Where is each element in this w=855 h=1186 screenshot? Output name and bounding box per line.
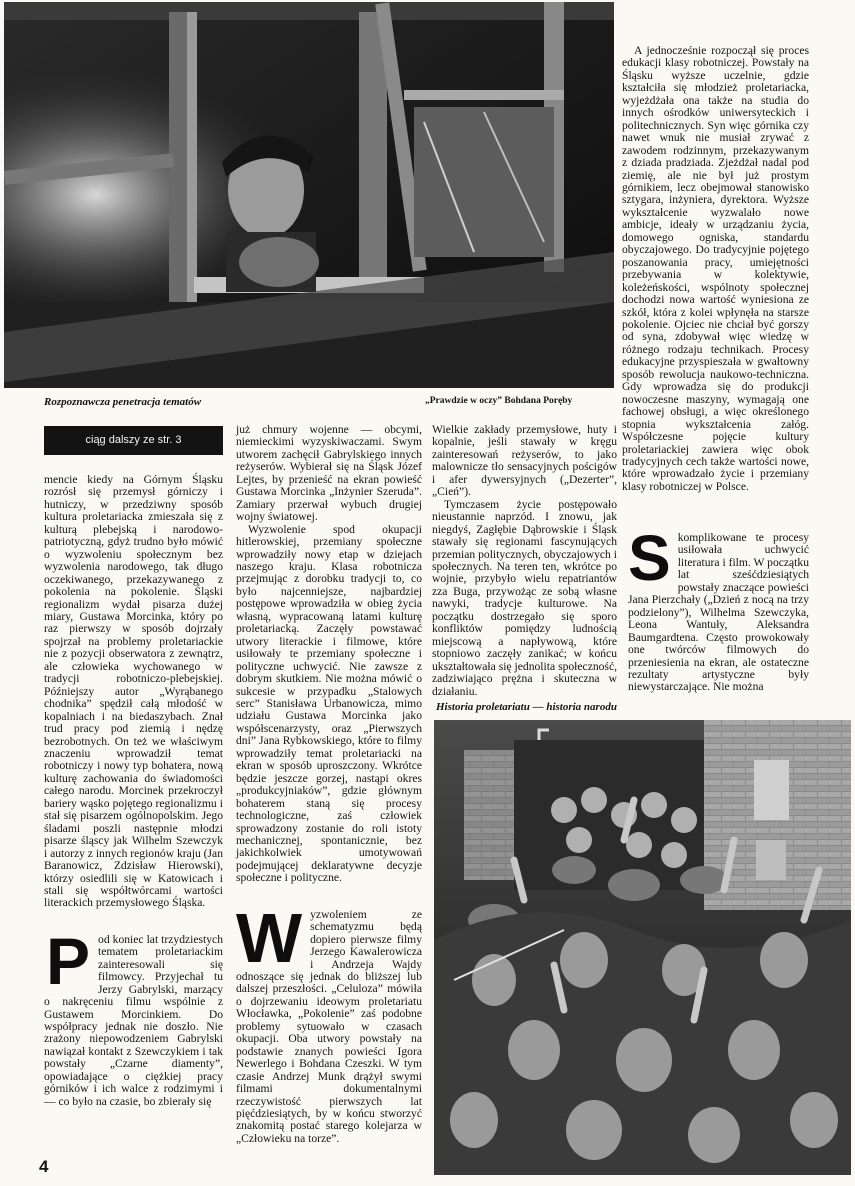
column-2 [236,424,422,1145]
photo-film-still-window [4,2,614,388]
photo-miners-crowd [434,720,851,1175]
paragraph-chmury: już chmury wojenne — obcymi, niemieckimi wyzyskiwaczami. Swym utworem zachęcił Gabrylskiego innych reżyserów. Wybierał się na Śląsk Józef Lejtes, by przenieść na ekran powieść Gustawa Morcinka „Inżynier Szeruda”. Zamiary przerwał wybuch drugiej wojny światowej. [236,423,422,524]
dropcap-w: W [236,898,303,977]
paragraph-tymczasem: Tymczasem życie postępowało nieustannie naprzód. I znowu, jak niegdyś, Zagłębie Dąbrowskie i Śląsk stawały się regionami fascynujących przemian politycznych, obyczajowych i społecznych. Na teren ten, wkrótce po wojnie, przybyło wielu repatriantów zza Buga, przywożąc ze sobą własne nawyki, tradycje kulturowe. Na początku dostrzegało się sporo konfliktów pomiędzy ludnością miejscową a napływową, które stopniowo zaczęły zanikać; w końcu ukształtowała się jednolita społeczność, zadziwiająco prężna i skuteczna w działaniu. [432,497,617,698]
caption-photo-right: „Prawdzie w oczy” Bohdana Poręby [425,396,573,406]
column-3 [432,424,617,698]
page-number: 4 [39,1157,49,1176]
paragraph-schematyzm-text: yzwoleniem ze schematyzmu będą dopiero pierwsze filmy Jerzego Kawalerowicza i Andrzeja Wajdy odnoszące się jednak do bliższej lub dalszej przeszłości. „Celuloza” mówiła o dojrzewaniu ideowym proletariatu Włocławka, „Pokolenie” zaś podobne problemy sytuowało w czasach okupacji. Oba utwory powstały na podstawie znanych powieści Igora Newerlego i Bohdana Czeszki. W tym czasie Andrzej Munk drążył swymi filmami dokumentalnymi rzeczywistość pierwszych lat pięćdziesiątych, by w końcu stworzyć znakomitą postać starego kolejarza w „Człowieku na torze”. [236,907,422,1145]
column-right-top [622,45,809,493]
dropcap-p: P [46,923,91,998]
column-4 [628,522,809,694]
paragraph-filmowcy-text: od koniec lat trzydziestych tematem proletariackim zainteresowali się filmowcy. Przyjechał tu Jerzy Gabrylski, marzący o nakręceniu filmu wspólnie z Gustawem Morcinkiem. Do współpracy jednak nie doszło. Nie zrażony niepowodzeniem Gabrylski nawiązał kontakt z Szewczykiem i tak powstały „Czarne diamenty”, opowiadające o ciężkiej pracy górników i ich walce z rodzimymi i — co było na czasie, bo zbierały się [44,932,223,1108]
photo-window-illustration [4,2,614,388]
paragraph-edukacja: A jednocześnie rozpoczął się proces edukacji klasy robotniczej. Powstały na Śląsku wyższe uczelnie, gdzie kształciła się młodzież proletariacka, wyjeżdżała ona także na studia do innych ośrodków uniwersyteckich i politechnicznych. Syn więc górnika czy nawet wnuk nie musiał zrywać z zawodem rodzinnym, przekazywanym z dziada pradziada. Zjeżdżał nadal pod ziemię, ale nie był już prostym górnikiem, lecz obejmował stanowisko sztygara, inżyniera, dyrektora. Wyższe wykształcenie wyzwalało nowe ambicje, ideały w urządzaniu życia, domowego ogniska, standardu obyczajowego. Do tradycyjnie pojętego poszanowania pracy, umiejętności przebywania w kolektywie, koleżeńskości, wspólnoty społecznej dochodzi nowa wartość wyniesiona ze szkół, która z kolei wpłynęła na starsze pokolenie. Ojciec nie chciał być gorszy od syna, zdobywał więc wiedzę w różnego rodzaju technikach. Procesy edukacyjne przyspieszała w gwałtowny sposób rewolucja naukowo-techniczna. Gdy wprowadza się do produkcji nowoczesne maszyny, wymagają one fachowej obsługi, a więc określonego stopnia wykształcenia załóg. Współczesne pojęcie kultury proletariackiej zawiera więc obok tradycyjnych cech także wartości nowe, które wprowadzało życie i przemiany klasy robotniczej w Polsce. [622,44,809,493]
caption-photo-left: Rozpoznawcza penetracja tematów [44,396,202,408]
paragraph-wyzwolenie: Wyzwolenie spod okupacji hitlerowskiej, przemiany społeczne wprowadziły nowy etap w dziejach naszego kraju. Klasa robotnicza przejmując z dorobku tradycji to, co było najcenniejsze, najbardziej postępowe wprowadziła w obieg życia własną, wypracowaną latami kulturę proletariacką. Zaczęły powstawać utwory literackie i filmowe, które usiłowały te przemiany społeczne i polityczne uchwycić. Nie zawsze z dobrym skutkiem. Nie można mówić o sukcesie w przypadku „Stalowych serc” Stanisława Urbanowicza, mimo udziału Gustawa Morcinka jako współscenarzysty, oraz „Pierwszych dni” Jana Rybkowskiego, które to filmy wprowadziły temat proletariacki na ekran w sposób uproszczony. Wkrótce będzie jeszcze gorzej, nastąpi okres „produkcyjniaków”, gdzie głównym bohaterem staną się procesy technologiczne, zaś człowiek sprowadzony zostanie do roli istoty mechanicznej, spontanicznie, bez jakichkolwiek umotywowań podejmującej deklaratywne decyzje społeczne i polityczne. [236,522,422,885]
dropcap-s: S [628,522,671,594]
paragraph-intro: mencie kiedy na Górnym Śląsku rozrósł się przemysł górniczy i hutniczy, w przedziwny sposób kultura proletariacka zmieszała się z kulturą plebejską i narodowo-patriotyczną, gdyż trudno było mówić o wyzwoleniu społecznym bez wyzwolenia narodowego, tak długo oczekiwanego, przekazywanego z pokolenia na pokolenie. Śląski regionalizm wydał pisarza dużej miary, Gustawa Morcinka, który po raz pierwszy w sposób dojrzały spojrzał na problemy proletariackie nie z pozycji obserwatora z zewnątrz, ale człowieka wychowanego w tradycji robotniczo-plebejskiej. Późniejszy autor „Wyrąbanego chodnika” spędził całą młodość w kopalniach i na biedaszybach. Znał trud pracy pod ziemią i nędzę bezrobotnych. On też we właściwym znaczeniu wprowadził temat robotniczy i nowy typ bohatera, nową kulturę zachowania do świadomości całego narodu. Morcinek przekroczył bariery wąsko pojętego regionalizmu i stał się pisarzem ogólnopolskim. Jego śladami poszli następnie młodzi pisarze śląscy jak Wilhelm Szewczyk i autorzy z innych regionów kraju (Jan Baranowicz, Zdzisław Hierowski), którzy osiedlili się w Katowicach i stali się współtwórcami wartości literackich przemysłowego Śląska. [44,473,224,910]
paragraph-schematyzm [236,898,422,1146]
paragraph-skomplikowane [628,522,809,694]
paragraph-filmowcy [44,923,223,1108]
caption-photo-bottom: Historia proletariatu — historia narodu [436,701,617,713]
continuation-banner: ciąg dalszy ze str. 3 [44,426,223,455]
paragraph-skomplikowane-text: komplikowane te procesy usiłowała uchwycić literatura i film. W początku lat sześćdziesiątych powstały znaczące powieści Jana Pierzchały („Dzień z nocą na trzy podzielony”), Wilhelma Szewczyka, Leona Wantuły, Aleksandra Baumgardtena. Często prowokowały one twórców filmowych do przeniesienia na ekran, ale ostateczne rezultaty artystyczne były niewystarczające. Nie można [628,531,809,694]
column-1 [44,474,223,1108]
paragraph-zaklady: Wielkie zakłady przemysłowe, huty i kopalnie, jeśli stawały w kręgu zainteresowań reżyserów, to jako malownicze tło sensacyjnych pościgów i afer dywersyjnych („Dezerter”, „Cień”). [432,423,617,499]
photo-crowd-illustration [434,720,851,1175]
